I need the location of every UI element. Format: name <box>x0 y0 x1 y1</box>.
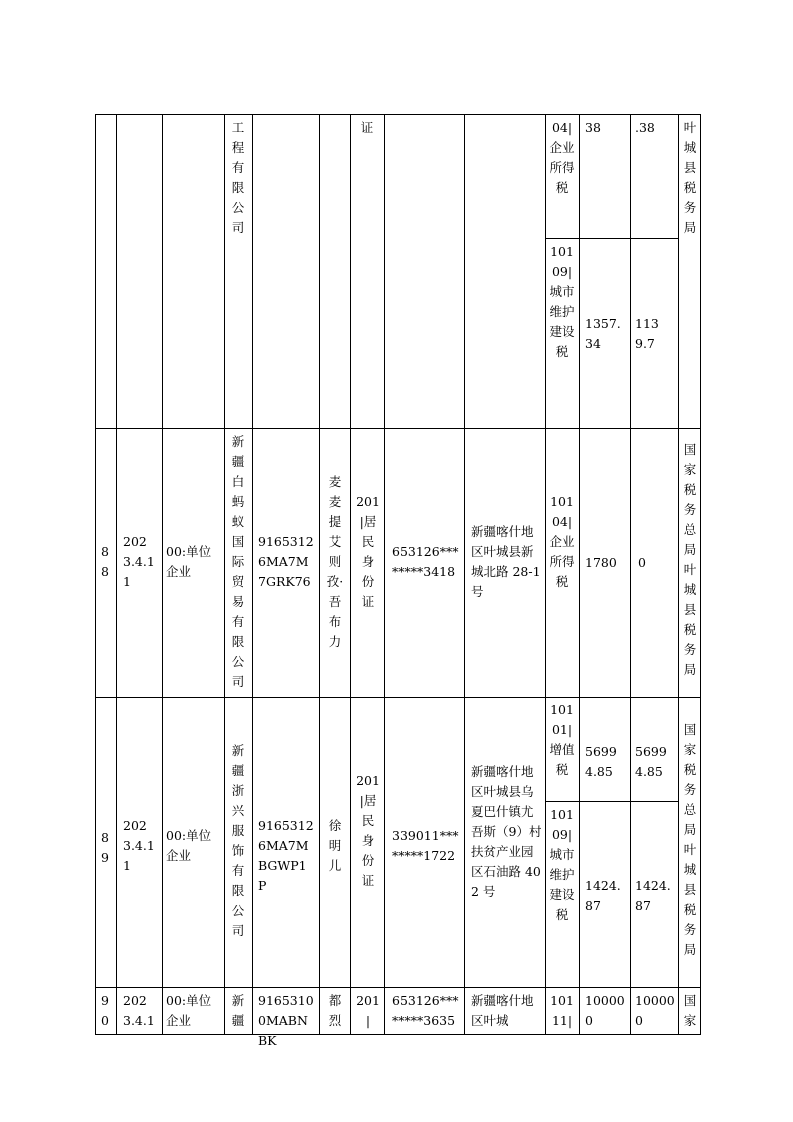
row-date: 2023.4.11 <box>123 818 155 873</box>
registered-address: 新疆喀什地区叶城 <box>471 993 534 1028</box>
row-seq: 88 <box>101 544 109 579</box>
legal-person: 徐明儿 <box>328 818 342 873</box>
tax-amount: 38 <box>585 120 601 135</box>
tax-paid: 56994.85 <box>635 744 667 779</box>
row-date: 2023.4.11 <box>123 534 155 589</box>
tax-amount: 1780 <box>585 555 617 570</box>
row-seq: 90 <box>101 993 109 1028</box>
tax-paid: 100000 <box>635 993 675 1028</box>
tax-item: 10109|城市维护建设税 <box>549 244 575 359</box>
tax-amount: 1424.87 <box>585 878 621 913</box>
entity-type: 00:单位企业 <box>166 828 212 863</box>
tax-item: 04|企业所得税 <box>549 120 575 195</box>
registered-address: 新疆喀什地区叶城县新城北路 28-1 号 <box>471 524 541 599</box>
tax-item: 10111| <box>550 993 574 1028</box>
tax-paid: 1139.7 <box>635 316 659 351</box>
tax-item: 10101|增值税 <box>549 702 575 777</box>
tax-authority: 叶城县税务局 <box>683 120 697 235</box>
company-name: 新疆浙兴服饰有限公司 <box>231 743 245 938</box>
tax-authority: 国家 <box>683 993 697 1028</box>
id-type: 201|居民身份证 <box>356 773 380 888</box>
tax-item: 10109|城市维护建设税 <box>549 807 575 922</box>
id-type: 201|居民身份证 <box>356 494 380 609</box>
legal-person: 都烈 <box>328 993 342 1028</box>
tax-paid: 1424.87 <box>635 878 671 913</box>
credit-code: 91653126MA7MBGWP1P <box>258 818 314 893</box>
id-type: 201| <box>356 993 380 1028</box>
tax-authority: 国家税务总局叶城县税务局 <box>683 722 697 957</box>
row-seq: 89 <box>101 830 109 865</box>
credit-code: 91653126MA7M7GRK76 <box>258 534 314 589</box>
company-name: 新疆白蚂蚁国际贸易有限公司 <box>231 434 245 689</box>
id-number: 653126*** *****3635 <box>392 993 459 1028</box>
legal-person: 麦麦提艾则孜·吾布力 <box>326 474 344 649</box>
entity-type: 00:单位企业 <box>166 993 212 1028</box>
tax-item: 10104|企业所得税 <box>549 494 575 589</box>
tax-paid: .38 <box>635 120 655 135</box>
tax-amount: 56994.85 <box>585 744 617 779</box>
tax-amount: 100000 <box>585 993 625 1028</box>
row-date: 2023.4.1 <box>123 993 155 1028</box>
company-name: 工程有限公司 <box>231 120 245 235</box>
tax-amount: 1357.34 <box>585 316 621 351</box>
credit-code: 91653100MABNBK <box>258 993 314 1048</box>
tax-paid: 0 <box>638 555 646 570</box>
tax-authority: 国家税务总局叶城县税务局 <box>683 442 697 677</box>
registered-address: 新疆喀什地区叶城县乌夏巴什镇尤吾斯（9）村扶贫产业园区石油路 402 号 <box>471 764 542 899</box>
company-name: 新疆 <box>231 993 245 1028</box>
id-number: 339011*** *****1722 <box>392 828 459 863</box>
entity-type: 00:单位企业 <box>166 544 212 579</box>
id-type: 证 <box>360 120 374 135</box>
id-number: 653126*** *****3418 <box>392 544 459 579</box>
